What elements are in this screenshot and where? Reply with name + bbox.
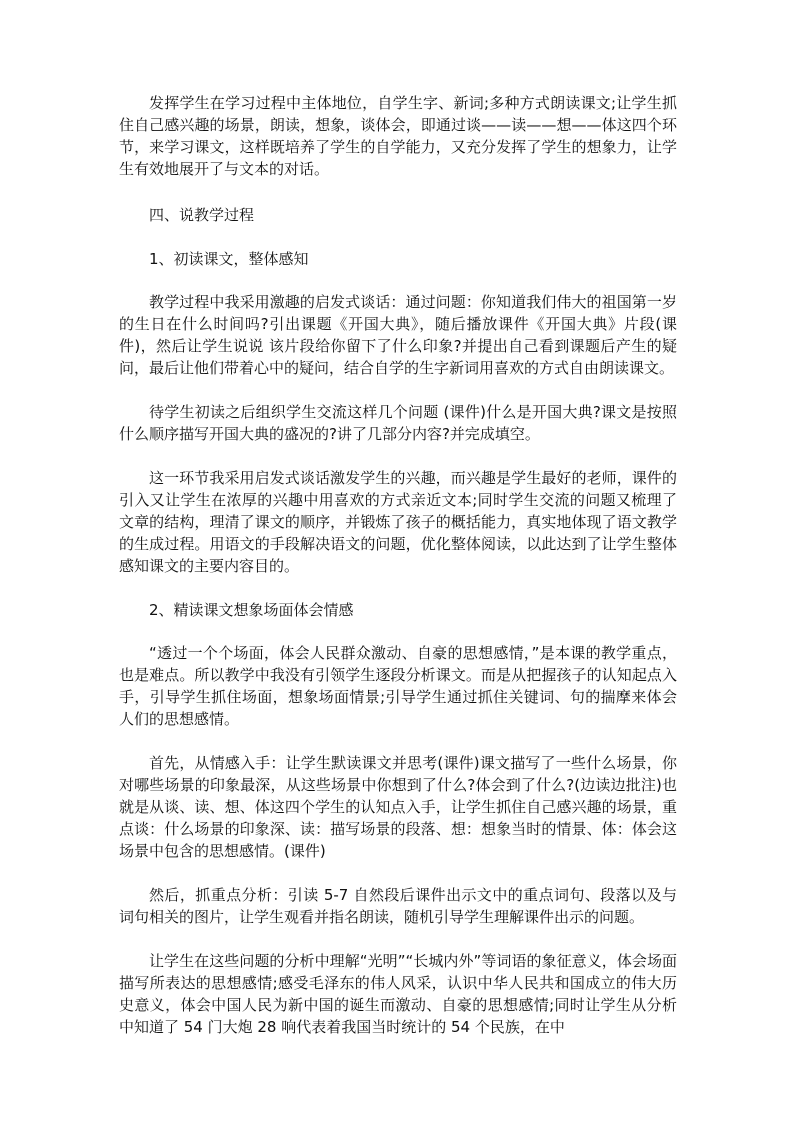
intro-paragraph: 发挥学生在学习过程中主体地位，自学生字、新词;多种方式朗读课文;让学生抓住自己感兴趣的场景，朗读，想象，谈体会，即通过谈——读——想——体这四个环节，来学习课文，这样既培养了学生的自学能力，又充分发挥了学生的想象力，让学生有效地展开了与文本的对话。	[119, 94, 677, 178]
step-1-paragraph-1: 教学过程中我采用激趣的启发式谈话：通过问题：你知道我们伟大的祖国第一岁的生日在什么时间吗?引出课题《开国大典》，随后播放课件《开国大典》片段(课件)，然后让学生说说 该片段给你留下了什么印象?并提出自己看到课题后产生的疑问，最后让他们带着心中的疑问，结合自学的生字新词用喜欢的方式自由朗读课文。	[119, 293, 677, 377]
step-2-paragraph-2: 首先，从情感入手：让学生默读课文并思考(课件)课文描写了一些什么场景，你对哪些场景的印象最深，从这些场景中你想到了什么?体会到了什么?(边读边批注)也就是从谈、读、想、体这四个学生的认知点入手，让学生抓住自己感兴趣的场景，重点谈：什么场景的印象深、读：描写场景的段落、想：想象当时的情景、体：体会这场景中包含的思想感情。(课件)	[119, 754, 677, 860]
step-2-paragraph-3: 然后，抓重点分析：引读 5-7 自然段后课件出示文中的重点词句、段落以及与词句相关的图片，让学生观看并指名朗读，随机引导学生理解课件出示的问题。	[119, 886, 677, 926]
step-1-heading: 1、初读课文，整体感知	[149, 250, 309, 268]
step-2-heading: 2、精读课文想象场面体会情感	[149, 601, 354, 619]
step-2-paragraph-1: “透过一个个场面，体会人民群众激动、自豪的思想感情，”是本课的教学重点，也是难点。所以教学中我没有引领学生逐段分析课文。而是从把握孩子的认知起点入手，引导学生抓住场面，想象场面情景;引导学生通过抓住关键词、句的揣摩来体会人们的思想感情。	[119, 644, 677, 728]
section-heading-teaching-process: 四、说教学过程	[149, 206, 255, 224]
step-1-paragraph-3: 这一环节我采用启发式谈话激发学生的兴趣，而兴趣是学生最好的老师，课件的引入又让学生在浓厚的兴趣中用喜欢的方式亲近文本;同时学生交流的问题又梳理了文章的结构，理清了课文的顺序，并锻炼了孩子的概括能力，真实地体现了语文教学的生成过程。用语文的手段解决语文的问题，优化整体阅读，以此达到了让学生整体感知课文的主要内容目的。	[119, 469, 677, 575]
step-2-paragraph-4: 让学生在这些问题的分析中理解“光明”“长城内外”等词语的象征意义，体会场面描写所表达的思想感情;感受毛泽东的伟人风采，认识中华人民共和国成立的伟大历史意义，体会中国人民为新中国的诞生而激动、自豪的思想感情;同时让学生从分析中知道了 54 门大炮 28 响代表着我国当时统计的 54 个民族，在中	[119, 952, 677, 1036]
document-page	[119, 92, 677, 1038]
step-1-paragraph-2: 待学生初读之后组织学生交流这样几个问题 (课件)什么是开国大典?课文是按照什么顺序描写开国大典的盛况的?讲了几部分内容?并完成填空。	[119, 403, 677, 443]
